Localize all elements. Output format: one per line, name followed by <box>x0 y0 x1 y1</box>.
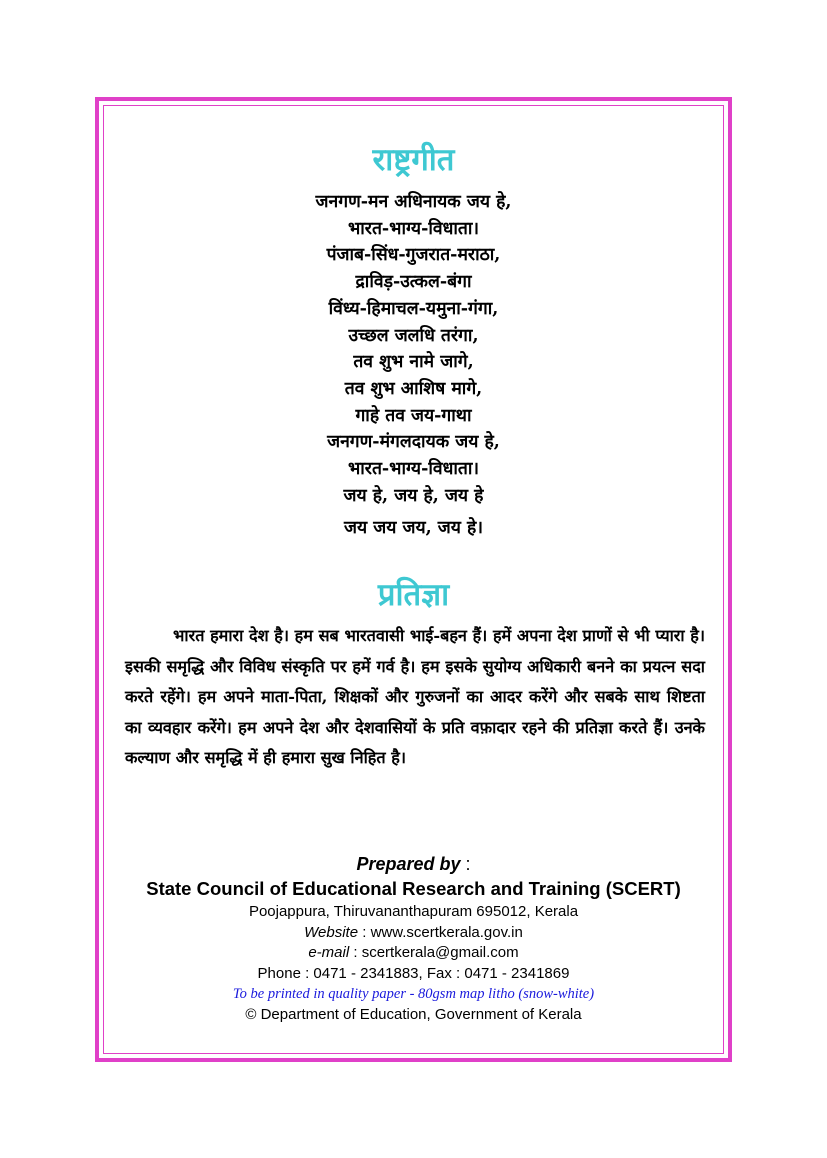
anthem-line: जय जय जय, जय हे। <box>344 518 483 539</box>
organization-name: State Council of Educational Research and Training (SCERT) <box>146 878 681 899</box>
anthem-line: जनगण-मन अधिनायक जय हे, <box>315 192 512 212</box>
credits-block <box>0 852 827 1025</box>
phone-fax: Phone : 0471 - 2341883, Fax : 0471 - 2341869 <box>257 964 570 982</box>
pledge-title: प्रतिज्ञा <box>377 577 450 613</box>
anthem-line: उच्छल जलधि तरंगा, <box>348 325 479 346</box>
print-note: To be printed in quality paper - 80gsm map litho (snow-white) <box>232 986 595 1002</box>
anthem-line: तव शुभ नामे जागे, <box>353 352 474 373</box>
copyright: © Department of Education, Government of Kerala <box>245 1005 582 1023</box>
website-value[interactable]: : www.scertkerala.gov.in <box>358 923 523 941</box>
prepared-by <box>0 852 827 876</box>
anthem-line: विंध्य-हिमाचल-यमुना-गंगा, <box>328 298 499 319</box>
anthem-line: पंजाब-सिंध-गुजरात-मराठा, <box>326 245 501 266</box>
email-label: e-mail <box>308 944 350 961</box>
email-line <box>0 943 827 964</box>
prepared-by-colon: : <box>460 854 471 874</box>
email-value[interactable]: : scertkerala@gmail.com <box>349 944 519 961</box>
anthem-line: जनगण-मंगलदायक जय हे, <box>327 432 500 453</box>
anthem-line: जय हे, जय हे, जय हे <box>343 485 484 506</box>
anthem-lyrics <box>0 189 827 542</box>
prepared-by-label: Prepared by <box>356 854 461 874</box>
anthem-line: द्राविड़-उत्कल-बंगा <box>355 272 472 293</box>
anthem-line: तव शुभ आशिष मागे, <box>344 378 483 399</box>
website-label: Website <box>304 923 359 941</box>
anthem-line: गाहे तव जय-गाथा <box>355 405 472 426</box>
pledge-text: भारत हमारा देश है। हम सब भारतवासी भाई-बहन हैं। हमें अपना देश प्राणों से भी प्यारा है। इसकी समृद्धि और विविध संस्कृति पर हमें गर्व है। हम इसके सुयोग्य अधिकारी बनने का प्रयत्न सदा करते रहेंगे। हम अपने माता-पिता, शिक्षकों और गुरुजनों का आदर करेंगे और सबके साथ शिष्टता का व्यवहार करेंगे। हम अपने देश और देशवासियों के प्रति वफ़ादार रहने की प्रतिज्ञा करते हैं। उनके कल्याण और समृद्धि में ही हमारा सुख निहित है। <box>125 626 705 768</box>
anthem-title: राष्ट्रगीत <box>372 142 455 178</box>
address: Poojappura, Thiruvananthapuram 695012, Kerala <box>248 903 579 920</box>
website-line <box>0 923 827 944</box>
anthem-line: भारत-भाग्य-विधाता। <box>347 459 480 480</box>
anthem-line: भारत-भाग्य-विधाता। <box>347 218 480 239</box>
